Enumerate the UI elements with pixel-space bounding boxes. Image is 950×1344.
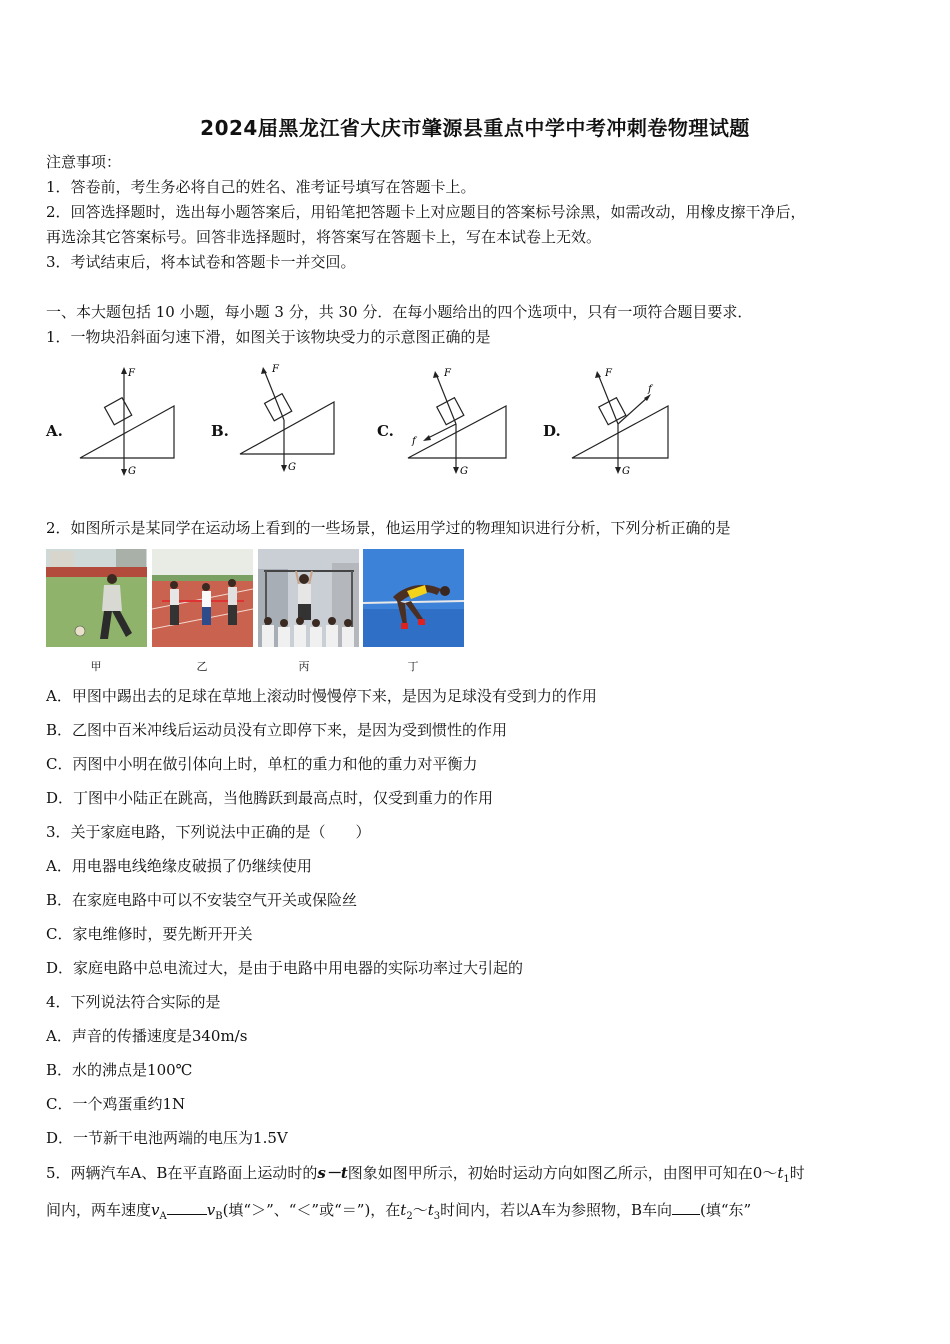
notice-heading: 注意事项： (46, 153, 122, 171)
q5-t2-sub: 2 (406, 1211, 413, 1222)
q1-stem: 1．一物块沿斜面匀速下滑，如图关于该物块受力的示意图正确的是 (46, 328, 491, 346)
q5-text-2a: 间内，两车速度 (46, 1201, 152, 1219)
q1-option-d-label: D. (543, 422, 561, 440)
q1a-label-F: F (128, 368, 135, 379)
q1b-label-G: G (288, 462, 296, 473)
q1a-label-G: G (128, 466, 136, 477)
q1-option-c-label: C. (377, 422, 394, 440)
q4-option-a: A．声音的传播速度是340m/s (46, 1027, 248, 1045)
caption-ding: 丁 (407, 660, 419, 673)
q5-va-sub: A (159, 1211, 167, 1222)
photo-sprint-finish (152, 549, 253, 647)
q5-blank-2[interactable] (672, 1200, 700, 1215)
q5-line-2 (46, 1200, 751, 1227)
q2-option-b: B．乙图中百米冲线后运动员没有立即停下来，是因为受到惯性的作用 (46, 721, 508, 739)
q5-t3: t (427, 1201, 434, 1219)
q1-option-b-label: B. (211, 422, 229, 440)
q5-st-label: s－t (317, 1164, 348, 1182)
notice-item-1: 1．答卷前，考生务必将自己的姓名、准考证号填写在答题卡上。 (46, 178, 476, 196)
q3-option-b: B．在家庭电路中可以不安装空气开关或保险丝 (46, 891, 358, 909)
q5-blank-1[interactable] (167, 1200, 207, 1215)
notice-item-2-cont: 再选涂其它答案标号。回答非选择题时，将答案写在答题卡上，写在本试卷上无效。 (46, 228, 602, 246)
q5-text-1b: 图象如图甲所示，初始时运动方向如图乙所示，由图甲可知在0～ (347, 1164, 778, 1182)
q1d-label-f: f (648, 384, 652, 395)
q2-option-d: D．丁图中小陆正在跳高，当他腾跃到最高点时，仅受到重力的作用 (46, 789, 494, 807)
q3-option-a: A．用电器电线绝缘皮破损了仍继续使用 (46, 857, 312, 875)
page-title: 2024届黑龙江省大庆市肇源县重点中学中考冲刺卷物理试题 (200, 116, 750, 140)
q5-text-2b: (填“＞”、“＜”或“＝”)，在 (222, 1201, 401, 1219)
q5-text-2d: 时间内，若以A车为参照物，B车向 (440, 1201, 672, 1219)
q5-vb: v (206, 1201, 216, 1219)
q2-stem: 2．如图所示是某同学在运动场上看到的一些场景，他运用学过的物理知识进行分析，下列分析正确的是 (46, 519, 731, 537)
caption-yi: 乙 (196, 660, 208, 673)
q5-text-2c: ～ (412, 1201, 428, 1219)
q5-t2: t (400, 1201, 407, 1219)
q1b-label-F: F (272, 364, 279, 375)
q1-diagram-d (568, 362, 674, 480)
caption-bing: 丙 (298, 660, 310, 673)
q3-option-d: D．家庭电路中总电流过大，是由于电路中用电器的实际功率过大引起的 (46, 959, 524, 977)
q1d-label-G: G (622, 466, 630, 477)
q4-option-d: D．一节新干电池两端的电压为1.5V (46, 1129, 288, 1147)
q1-diagram-a (76, 362, 180, 480)
q2-option-c: C．丙图中小明在做引体向上时，单杠的重力和他的重力对平衡力 (46, 755, 478, 773)
q5-va: v (151, 1201, 160, 1219)
q1c-label-f: f (412, 436, 416, 447)
q4-option-b: B．水的沸点是100℃ (46, 1061, 193, 1079)
q1c-label-G: G (460, 466, 468, 477)
q5-t3-sub: 3 (433, 1211, 441, 1222)
notice-item-3: 3．考试结束后，将本试卷和答题卡一并交回。 (46, 253, 356, 271)
photo-football (46, 549, 147, 647)
q1c-label-F: F (444, 368, 451, 379)
q5-text-2e: (填“东” (699, 1201, 752, 1219)
q3-stem: 3．关于家庭电路，下列说法中正确的是（ ） (46, 823, 371, 841)
q1-option-a-label: A. (46, 422, 63, 440)
q4-stem: 4．下列说法符合实际的是 (46, 993, 221, 1011)
q5-text-1a: 5．两辆汽车A、B在平直路面上运动时的 (46, 1164, 318, 1182)
section-heading: 一、本大题包括 10 小题，每小题 3 分，共 30 分．在每小题给出的四个选项中，只有一项符合题目要求． (46, 303, 753, 321)
q4-option-c: C．一个鸡蛋重约1N (46, 1095, 186, 1113)
q5-t1: t (777, 1164, 784, 1182)
q5-line-1 (46, 1163, 805, 1190)
q5-vb-sub: B (215, 1211, 223, 1222)
q1-diagram-b (236, 362, 340, 480)
q1d-label-F: F (605, 368, 612, 379)
q5-text-1c: 时 (789, 1164, 805, 1182)
q2-option-a: A．甲图中踢出去的足球在草地上滚动时慢慢停下来，是因为足球没有受到力的作用 (46, 687, 597, 705)
photo-pull-up (258, 549, 359, 647)
notice-item-2: 2．回答选择题时，选出每小题答案后，用铅笔把答题卡上对应题目的答案标号涂黑，如需改动，用橡皮擦干净后， (46, 203, 806, 221)
photo-high-jump (363, 549, 464, 647)
q1-diagram-c (404, 362, 512, 480)
caption-jia: 甲 (90, 660, 102, 673)
q3-option-c: C．家电维修时，要先断开开关 (46, 925, 253, 943)
q5-t1-sub: 1 (783, 1174, 790, 1185)
